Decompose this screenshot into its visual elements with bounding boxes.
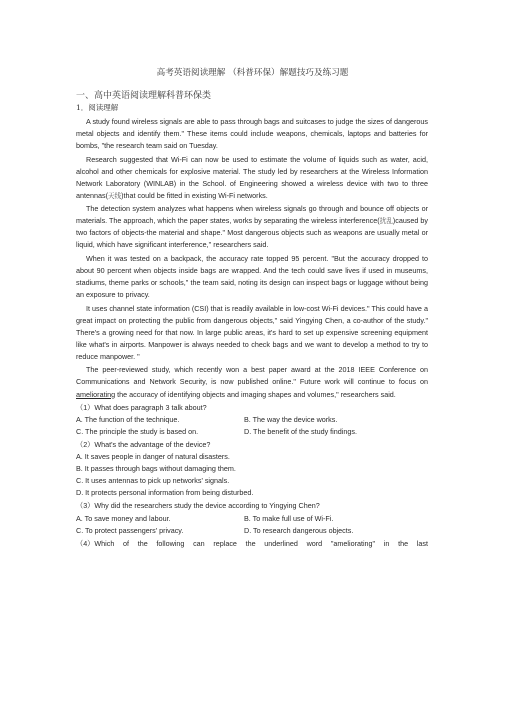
- paragraph-6-tail: the accuracy of identifying objects and imaging shapes and volumes," researchers said.: [117, 389, 396, 399]
- q4-word: word: [306, 538, 323, 548]
- q4-word: underlined: [264, 538, 298, 548]
- paragraph-4: When it was tested on a backpack, the accuracy rate topped 95 percent. "But the accuracy dropped to about 90 percent when objects inside bags are wrapped. And the tech could save lives if used in museums, stadiums, theme parks or schools," the team said, noting its design can inspect bags or luggage without being an exposure to privacy.: [76, 254, 428, 300]
- paragraph-5-text: It uses channel state information (CSI) that is readily available in low-cost Wi-Fi devices." This could have a great impact on protecting the public from dangerous objects," said Yingying Chen, a co-author of the study." There's a growing need for that now. In large public areas, it's hard to set up expensive screening equipment like what's in airports. Manpower is always needed to check bags and we want to develop a method to try to reduce manpower.: [76, 303, 428, 361]
- paragraph-2-text: Research suggested that Wi-Fi can now be used to estimate the volume of liquids such as water, acid, alcohol and other chemicals for explosive material. The study led by researchers at the Wireless Information Network Laboratory (WINLAB) in the School. of Engineering showed a wireless device with two to three antennas(: [76, 154, 428, 200]
- question-2-stem: （2）What's the advantage of the device?: [76, 440, 211, 450]
- section-heading: 一、高中英语阅读理解科普环保类: [76, 91, 212, 101]
- question-1-options: [76, 414, 428, 438]
- gloss-antenna: 天线: [107, 191, 122, 200]
- question-1-option-d: D. The benefit of the study findings.: [244, 427, 357, 437]
- paragraph-6-text: The peer-reviewed study, which recently won a best paper award at the 2018 IEEE Conference on Communications and Network Security, is now published online." Future work will continue to focus on: [76, 365, 428, 387]
- question-2-option-c: C. It uses antennas to pick up networks' signals.: [76, 476, 230, 486]
- paragraph-1: A study found wireless signals are able to pass through bags and suitcases to judge the sizes of dangerous metal objects and identify them." These items could include weapons, chemicals, laptops and batteries for bombs, "the research team said on Tuesday.: [76, 117, 428, 151]
- q4-word: （4）Which: [76, 538, 115, 548]
- question-3-option-a: A. To save money and labour.: [76, 513, 171, 523]
- document-title: 高考英语阅读理解 （科普环保）解题技巧及练习题: [156, 68, 349, 78]
- question-2-option-d: D. It protects personal information from being disturbed.: [76, 488, 254, 498]
- question-3-option-b: B. To make full use of Wi-Fi.: [244, 513, 334, 523]
- passage-number: 1．阅读理解: [76, 103, 119, 112]
- question-1-option-c: C. The principle the study is based on.: [76, 427, 199, 437]
- question-1-option-a: A. The function of the technique.: [76, 415, 180, 425]
- question-3-option-d: D. To research dangerous objects.: [244, 525, 354, 535]
- paragraph-6: [76, 364, 428, 400]
- question-2-option-a: A. It saves people in danger of natural disasters.: [76, 452, 230, 462]
- passage-body: [76, 116, 428, 550]
- q4-word: replace: [213, 538, 237, 548]
- paragraph-3: [76, 203, 428, 251]
- q4-word: can: [193, 538, 205, 548]
- q4-word: "ameliorating": [330, 538, 376, 548]
- paragraph-5: [76, 303, 428, 363]
- underlined-word: ameliorating: [76, 389, 116, 399]
- q4-word: the: [398, 538, 409, 548]
- question-1-stem: （1）What does paragraph 3 talk about?: [76, 403, 207, 413]
- paragraph-3-text: The detection system analyzes what happens when wireless signals go through and bounce off objects or materials. The approach, which the paper states, works by separating the wireless interference(: [76, 204, 428, 226]
- question-2-options: [76, 451, 428, 499]
- q4-word: of: [123, 538, 130, 548]
- paragraph-2-tail: )that could be fitted in existing Wi-Fi networks.: [121, 190, 268, 200]
- question-3-options: [76, 513, 428, 537]
- q4-word: last: [416, 538, 428, 548]
- gloss-interference: 扰乱: [379, 217, 393, 226]
- q4-word: the: [137, 538, 148, 548]
- paragraph-5-quote: ": [137, 351, 140, 361]
- question-4-stem: [76, 538, 428, 550]
- q4-word: the: [245, 538, 256, 548]
- question-3-stem: （3）Why did the researchers study the device according to Yingying Chen?: [76, 501, 320, 511]
- q4-word: in: [383, 538, 390, 548]
- question-1-option-b: B. The way the device works.: [244, 415, 338, 425]
- q4-word: following: [156, 538, 185, 548]
- question-3-option-c: C. To protect passengers' privacy.: [76, 525, 184, 535]
- question-2-option-b: B. It passes through bags without damaging them.: [76, 464, 236, 474]
- paragraph-2: [76, 154, 428, 202]
- paragraph-3-tail: )caused by two factors of objects-the material and shape." Most dangerous objects such as weapons are usually metal or liquid, which have significant interference," researchers said.: [76, 216, 428, 250]
